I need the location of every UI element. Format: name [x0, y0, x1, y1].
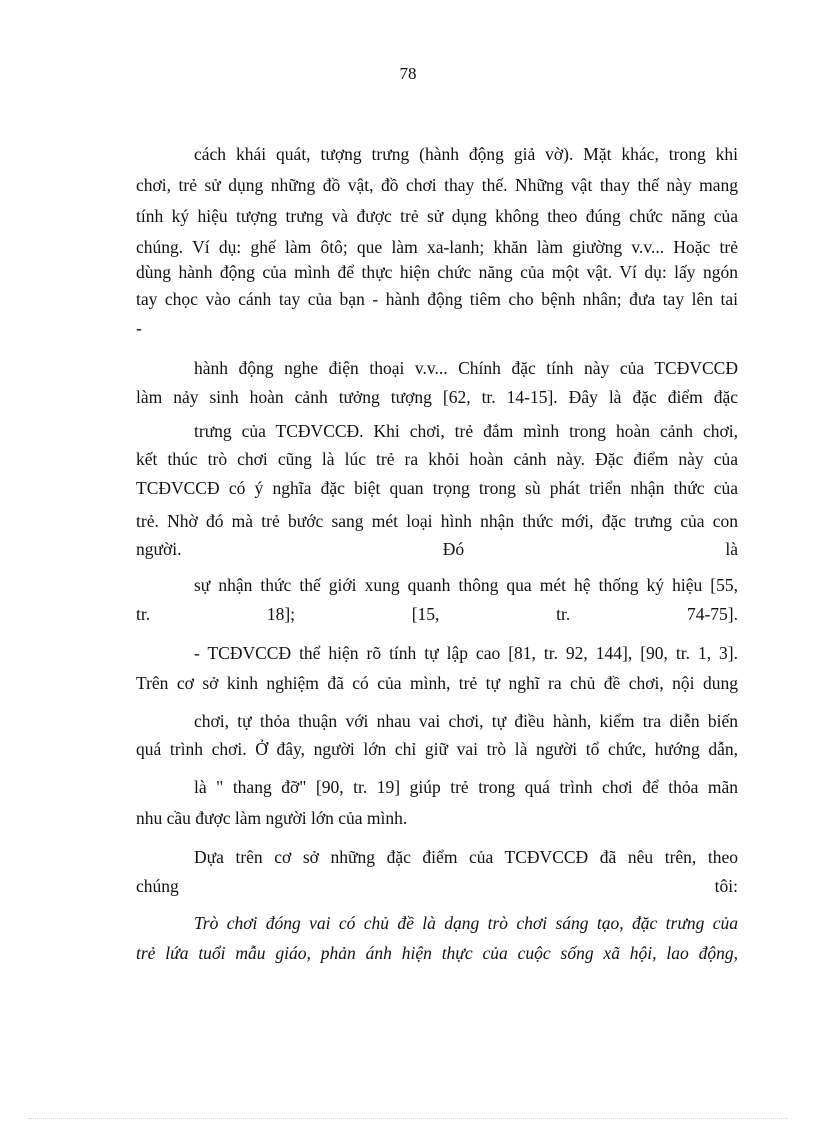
text-line: làm nảy sinh hoàn cảnh tưởng tượng [62, tr. 14-15]. Đây là đặc điểm đặc	[136, 387, 738, 407]
text-line: Dựa trên cơ sở những đặc điểm của TCĐVCCĐ đã nêu trên, theo	[194, 847, 738, 867]
text-line: chúng. Ví dụ: ghế làm ôtô; que làm xa-lanh; khăn làm giường v.v... Hoặc trẻ	[136, 237, 738, 257]
text-line: sự nhận thức thế giới xung quanh thông qua mét hệ thống ký hiệu [55,	[194, 575, 738, 595]
text-line: dùng hành động của mình để thực hiện chức năng của một vật. Ví dụ: lấy ngón	[136, 262, 738, 282]
text-line: nhu cầu được làm người lớn của mình.	[136, 808, 408, 828]
text-line: là " thang đỡ" [90, tr. 19] giúp trẻ trong quá trình chơi để thỏa mãn	[194, 777, 738, 797]
text-line: hành động nghe điện thoại v.v... Chính đặc tính này của TCĐVCCĐ	[194, 358, 738, 378]
text-line: tay chọc vào cánh tay của bạn - hành động tiêm cho bệnh nhân; đưa tay lên tai	[136, 289, 738, 309]
page-number: 78	[399, 64, 417, 83]
text-line: - TCĐVCCĐ thể hiện rõ tính tự lập cao [81, tr. 92, 144], [90, tr. 1, 3].	[194, 643, 738, 663]
page-bottom-border	[28, 1118, 788, 1119]
definition-line: trẻ lứa tuổi mẫu giáo, phản ánh hiện thực của cuộc sống xã hội, lao động,	[136, 943, 738, 963]
text-line: tính ký hiệu tượng trưng và được trẻ sử dụng không theo đúng chức năng của	[136, 206, 738, 226]
text-line: quá trình chơi. Ở đây, người lớn chỉ giữ vai trò là người tổ chức, hướng dẫn,	[136, 739, 738, 759]
text-line: trưng của TCĐVCCĐ. Khi chơi, trẻ đắm mình trong hoàn cảnh chơi,	[194, 421, 738, 441]
text-line: người. Đó là	[136, 539, 738, 559]
text-line: chúng tôi:	[136, 876, 738, 896]
text-line: tr. 18]; [15, tr. 74-75].	[136, 604, 738, 624]
text-line: chơi, tự thỏa thuận với nhau vai chơi, tự điều hành, kiểm tra diễn biến	[194, 711, 738, 731]
text-line: -	[136, 318, 142, 338]
definition-line: Trò chơi đóng vai có chủ đề là dạng trò chơi sáng tạo, đặc trưng của	[194, 913, 738, 933]
text-line: kết thúc trò chơi cũng là lúc trẻ ra khỏi hoàn cảnh này. Đặc điểm này của	[136, 449, 738, 469]
text-line: trẻ. Nhờ đó mà trẻ bước sang mét loại hình nhận thức mới, đặc trưng của con	[136, 511, 738, 531]
text-line: cách khái quát, tượng trưng (hành động giả vờ). Mặt khác, trong khi	[194, 144, 738, 164]
text-line: TCĐVCCĐ có ý nghĩa đặc biệt quan trọng trong sù phát triển nhận thức của	[136, 478, 738, 498]
text-line: chơi, trẻ sử dụng những đồ vật, đồ chơi thay thế. Những vật thay thế này mang	[136, 175, 738, 195]
text-line: Trên cơ sở kinh nghiệm đã có của mình, trẻ tự nghĩ ra chủ đề chơi, nội dung	[136, 673, 738, 693]
